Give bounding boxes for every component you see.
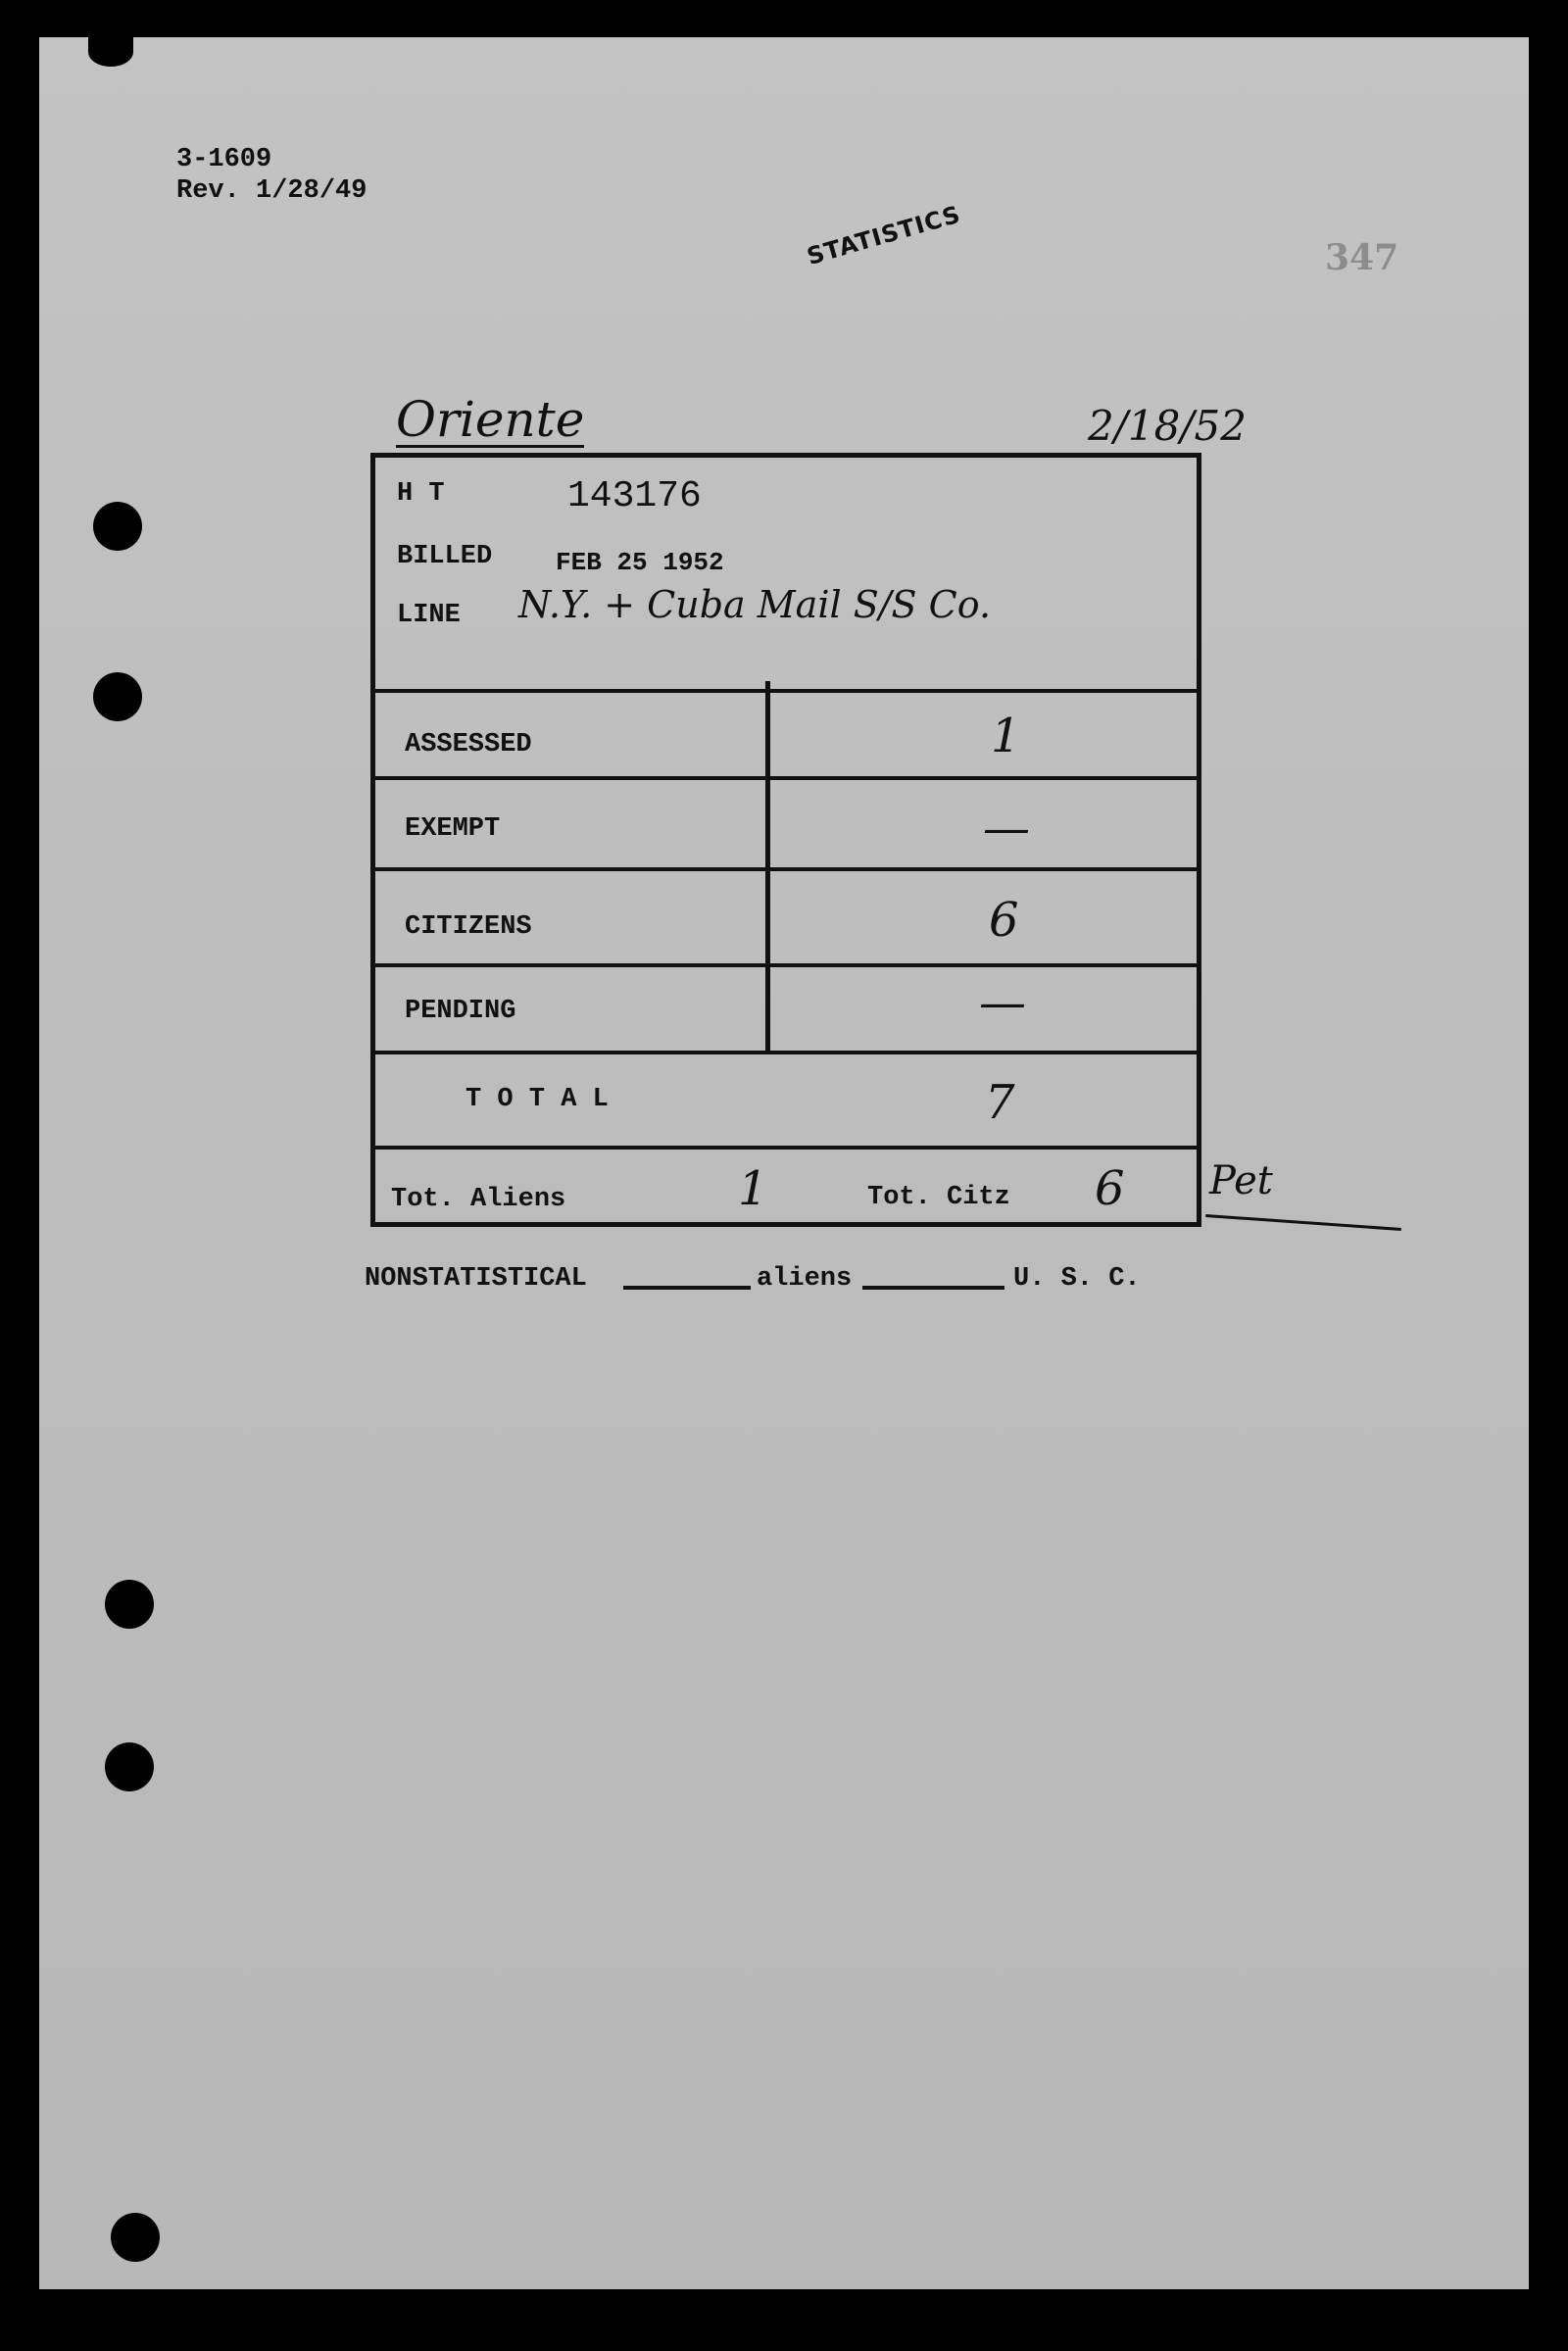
punch-hole (105, 1742, 154, 1791)
billed-label: BILLED (397, 542, 493, 571)
clerk-initials: Pet (1209, 1158, 1273, 1203)
row-label-assessed: ASSESSED (405, 730, 532, 759)
table-rule (375, 1051, 1197, 1054)
row-value-assessed: 1 (991, 709, 1021, 763)
nonstatistical-aliens-label: aliens (757, 1264, 853, 1294)
nonstatistical-label: NONSTATISTICAL (365, 1264, 587, 1294)
punch-hole (93, 672, 142, 721)
total-citizens-value: 6 (1095, 1161, 1125, 1216)
line-label: LINE (397, 601, 461, 630)
punch-hole (105, 1580, 154, 1629)
total-value: 7 (985, 1075, 1015, 1130)
ht-label: H T (397, 479, 445, 509)
statistics-table (370, 453, 1201, 1227)
arrival-date: 2/18/52 (1088, 402, 1247, 450)
row-label-exempt: EXEMPT (405, 814, 501, 844)
row-value-exempt: — (983, 801, 1030, 856)
form-revision: Rev. 1/28/49 (176, 176, 368, 206)
row-value-citizens: 6 (989, 893, 1019, 948)
billed-stamp: FEB 25 1952 (556, 548, 724, 577)
table-rule (375, 963, 1197, 967)
table-rule (375, 689, 1197, 693)
total-citizens-label: Tot. Citz (867, 1183, 1010, 1212)
punch-hole (93, 502, 142, 551)
table-rule (375, 1146, 1197, 1150)
table-rule (375, 776, 1197, 780)
total-aliens-value: 1 (738, 1161, 768, 1216)
column-divider (765, 681, 770, 1053)
row-label-pending: PENDING (405, 997, 516, 1026)
ship-name: Oriente (396, 391, 585, 448)
punch-hole (88, 37, 133, 67)
nonstatistical-usc-blank (862, 1286, 1004, 1290)
ht-number: 143176 (567, 475, 702, 517)
row-value-pending: — (979, 975, 1026, 1030)
page-number: 347 (1325, 237, 1399, 278)
nonstatistical-aliens-blank (623, 1286, 751, 1290)
row-label-citizens: CITIZENS (405, 912, 532, 942)
statistics-stamp: STATISTICS (804, 200, 964, 270)
steamship-line: N.Y. + Cuba Mail S/S Co. (518, 583, 992, 626)
form-number: 3-1609 (176, 145, 272, 174)
total-aliens-label: Tot. Aliens (391, 1185, 566, 1214)
punch-hole (111, 2213, 160, 2262)
nonstatistical-usc-label: U. S. C. (1013, 1264, 1141, 1294)
total-label: T O T A L (466, 1085, 609, 1114)
table-rule (375, 867, 1197, 871)
